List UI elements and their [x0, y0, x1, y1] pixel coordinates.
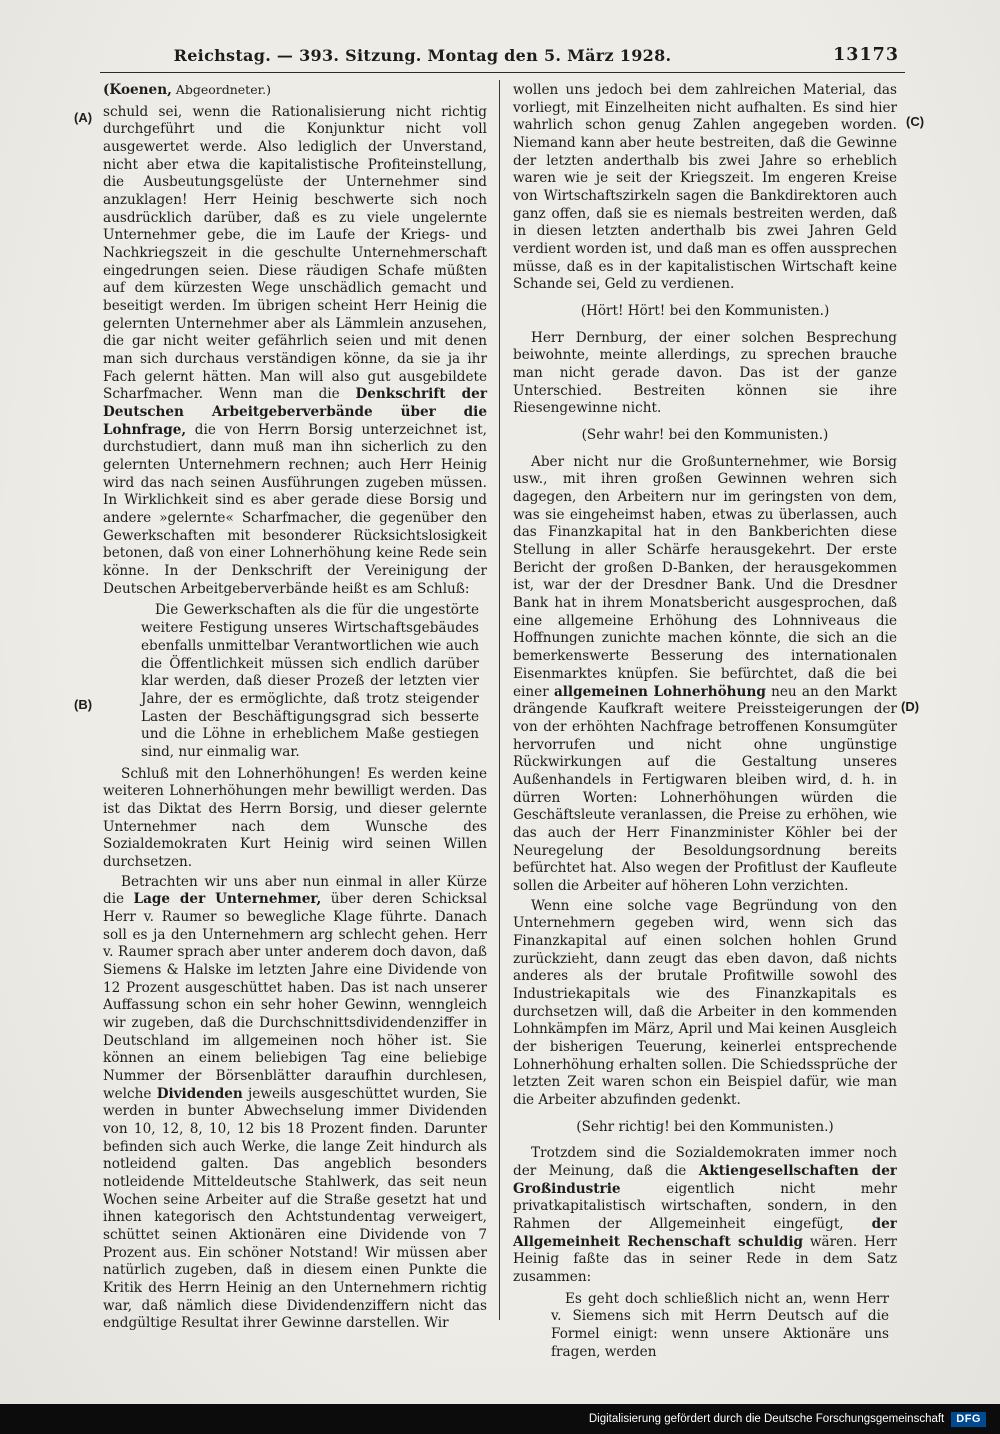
- paragraph: Herr Dernburg, der einer solchen Besprechung beiwohnte, meinte allerdings, zu sprechen brauche man nicht gerade davon. Das ist der ganze Unterschied. Bestreiten können sie ihre Riesengewinne nicht.: [513, 329, 897, 417]
- margin-letter-d: (D): [901, 699, 920, 714]
- text-run: neu an den Markt drängende Kaufkraft weitere Preissteigerungen der von der erhöhten Nachfrage betroffenen Konsumgüter hervorrufen und nicht ohne ungünstige Rückwirkungen auf die Gestaltung unseres Außenhandels in Fertigwaren bleiben wird, d. h. in dürren Worten: Lohnerhöhungen würden die Geschäftsleute veranlassen, die Preise zu erhöhen, wie das auch der Herr Finanzminister Köhler bei der Neuregelung der Besoldungsordnung bereits befürchtet hat. Also wegen der Profitlust der Kaufleute sollen die Arbeiter auf höheren Lohn verzichten.: [513, 683, 897, 894]
- margin-letter-b: (B): [74, 697, 93, 712]
- text-run: die von Herrn Borsig unterzeichnet ist, durchstudiert, dann muß man ihn sicherlich zu den gelernten Unternehmern rechnen; auch Herr Heinig wird das nach seinen Ausführungen zugeben müssen. In Wirklichkeit sind es aber gerade diese Borsig und andere »gelernte« Scharfmacher, die gegenüber den Gewerkschaften mit besonderer Rücksichtslosigkeit betonen, daß von einer Lohnerhöhung keine Rede sein könne. In der Denkschrift der Vereinigung der Deutschen Arbeitgeberverbände heißt es am Schluß:: [103, 421, 487, 597]
- paragraph: wollen uns jedoch bei dem zahlreichen Material, das vorliegt, mit Einzelheiten nicht aufhalten. Es sind hier wahrlich schon genug Zahlen angegeben worden. Niemand kann aber heute bestreiten, daß die Gewinne der letzten anderthalb bis zwei Jahre so erheblich waren wie je seit der Kriegszeit. Im engeren Kreise von Wirtschaftszirkeln sagen die Bankdirektoren auch ganz offen, daß sie es niemals bestreiten werden, daß in diesen letzten anderthalb bis zwei Jahren Geld verdient worden ist, und daß man es offen aussprechen müsse, daß es in der kapitalistischen Wirtschaft keine Schande sei, Geld zu verdienen.: [513, 82, 897, 293]
- speaker-role: Abgeordneter.): [171, 82, 272, 97]
- text-run: wären. Herr Heinig faßte das in seiner Rede in dem Satz zusammen:: [513, 1233, 897, 1285]
- speaker-name: (Koenen,: [103, 82, 172, 98]
- interjection: (Sehr richtig! bei den Kommunisten.): [576, 1118, 834, 1135]
- speaker-note: [103, 82, 487, 100]
- digitization-footer: [0, 1404, 1000, 1434]
- bold-text-run: allgemeinen Lohnerhöhung: [553, 683, 766, 700]
- paragraph: [513, 454, 897, 896]
- text-columns: [103, 82, 897, 1370]
- paragraph: Schluß mit den Lohnerhöhungen! Es werden keine weiteren Lohnerhöhungen mehr bewilligt werden. Das ist das Diktat des Herrn Borsig, und dieser gelernte Unternehmer nach dem Wunsche des Sozialdemokraten Kurt Heinig wird seinen Willen durchsetzen.: [103, 765, 487, 870]
- text-run: schuld sei, wenn die Rationalisierung nicht richtig durchgeführt und die Konjunktur nicht voll ausgewertet werde. Also lediglich der Unverstand, nicht aber etwa die kapitalistische Profiteinstellung, die Ausbeutungsgelüste der Unternehmer sind anzuklagen! Herr Heinig beschwerte sich noch ausdrücklich darüber, daß es zu viele ungelernte Unternehmer gebe, die im Laufe der Kriegs- und Nachkriegszeit in die geschulte Unternehmerschaft eingedrungen seien. Diese räudigen Schafe müßten auf dem kürzesten Wege unschädlich gemacht und beseitigt werden. Im übrigen scheint Herr Heinig die gelernten Unternehmer aber als Lämmlein anzusehen, die gar nicht weiter gefährlich seien und mit denen man sich durchaus verständigen könne, da sie ja ihr Fach gelernt hätten. Man will also gut ausgebildete Scharfmacher. Wenn man die: [103, 103, 487, 403]
- paragraph: Wenn eine solche vage Begründung von den Unternehmern gegeben wird, wenn sich das Finanzkapital auf einen solchen hohlen Grund zurückzieht, dann zeugt das eben davon, daß nichts anderes als der brutale Profitwille sowohl des Industriekapitals wie des Finanzkapitals es durchsetzen will, daß die Arbeiter in den kommenden Lohnkämpfen im März, April und Mai keinen Ausgleich der bisherigen Teuerung, keinerlei entsprechende Lohnerhöhung erhalten sollen. Die Schiedssprüche der letzten Zeit waren schon ein Beispiel dafür, wie man die Arbeiter abzufinden gedenkt.: [513, 897, 897, 1108]
- dfg-logo: DFG: [951, 1412, 986, 1427]
- page-number: 13173: [833, 45, 899, 65]
- interjection: (Hört! Hört! bei den Kommunisten.): [580, 303, 830, 320]
- paragraph: [103, 874, 487, 1333]
- text-run: über deren Schicksal Herr v. Raumer so bewegliche Klage führte. Danach soll es ja den Unternehmern arg schlecht gehen. Herr v. Raumer sprach aber unter anderem doch davon, daß Siemens & Halske im letzten Jahre eine Dividende von 12 Prozent ausgeschüttet haben. Das ist nach unserer Auffassung schon ein sehr hoher Gewinn, wenngleich wir zugeben, daß die Durchschnittsdividendenziffer in Deutschland im allgemeinen noch höher ist. Sie können an einem beliebigen Tag eine beliebige Nummer der Börsenblätter daraufhin durchlesen, welche: [103, 891, 487, 1102]
- text-run: Aber nicht nur die Großunternehmer, wie Borsig usw., mit ihren großen Gewinnen wehren sich dagegen, den Arbeitern nur im geringsten von dem, was sie eingeheimst haben, etwas zu überlassen, auch das Finanzkapital hat in den Bankberichten diese Stellung in aller Schärfe herausgekehrt. Der erste Bericht der großen D-Banken, der herausgekommen ist, war der der Dresdner Bank. Und die Dresdner Bank hat in ihrem Monatsbericht ausgesprochen, daß eine allgemeine Erhöhung des Lohnniveaus die Hoffnungen zunichte machen könnte, die sich an die bemerkenswerte Besserung des internationalen Eisenmarktes knüpfen. Sie befürchtet, daß die bei einer: [513, 453, 897, 700]
- text-run: eigentlich nicht mehr privatkapitalistisch wirtschaften, sondern, in den Rahmen der Allgemeinheit eingefügt,: [513, 1180, 897, 1232]
- block-quote: Die Gewerkschaften als die für die ungestörte weitere Festigung unseres Wirtschaftsgebäudes ebenfalls unmittelbar Verantwortlichen wie auch die Öffentlichkeit müssen sich endlich darüber klar werden, daß dieser Prozeß der letzten vier Jahre, der es ermöglichte, daß trotz steigender Lasten der Beschäftigungsgrad sich besserte und die Löhne in erheblichem Maße gestiegen sind, nur einmalig war.: [141, 602, 479, 760]
- left-column: [103, 82, 487, 1370]
- text-run: Trotzdem sind die Sozialdemokraten immer noch der Meinung, daß die: [513, 1145, 897, 1179]
- block-quote: Es geht doch schließlich nicht an, wenn Herr v. Siemens sich mit Herrn Deutsch auf die Formel einigt: wenn unsere Aktionäre uns fragen, werden: [551, 1290, 889, 1360]
- right-column: [513, 82, 897, 1370]
- bold-text-run: Aktiengesellschaften der Großindustrie: [513, 1162, 897, 1197]
- footer-text: Digitalisierung gefördert durch die Deutsche Forschungsgemeinschaft: [588, 1413, 945, 1425]
- header-title: Reichstag. — 393. Sitzung. Montag den 5. März 1928.: [173, 46, 672, 65]
- margin-letter-c: (C): [906, 114, 925, 129]
- header-rule: [100, 72, 905, 73]
- bold-text-run: der Allgemeinheit Rechenschaft schuldig: [513, 1215, 897, 1250]
- bold-text-run: Denkschrift der Deutschen Arbeitgeberverbände über die Lohnfrage,: [103, 386, 487, 438]
- interjection: (Sehr wahr! bei den Kommunisten.): [581, 427, 829, 444]
- paragraph: [513, 1145, 897, 1286]
- margin-letter-a: (A): [74, 110, 93, 125]
- text-run: Betrachten wir uns aber nun einmal in aller Kürze die: [103, 873, 487, 908]
- bold-text-run: Lage der Unternehmer,: [133, 891, 322, 908]
- bold-text-run: Dividenden: [156, 1085, 243, 1102]
- text-run: jeweils ausgeschüttet wurden, Sie werden in bunter Abwechselung immer Dividenden von 10, 12, 8, 10, 12 bis 18 Prozent finden. Darunter befinden sich auch Werke, die lange Zeit hindurch als notleidend galten. Das angeblich besonders notleidende Mitteldeutsche Stahlwerk, das seit neun Wochen seine Arbeiter auf die Straße gesetzt hat und ihnen kategorisch den Achtstundentag verweigert, schüttet seinen Aktionären eine Dividende von 7 Prozent aus. Ein schöner Notstand! Wir müssen aber natürlich zugeben, daß in diesem einen Punkte die Kritik des Herrn Heinig an den Unternehmern richtig war, daß nämlich diese Dividendenziffern nicht das endgültige Resultat ihrer Gewinne darstellen. Wir: [103, 1085, 487, 1332]
- page-header: [100, 46, 905, 68]
- paragraph: [103, 104, 487, 599]
